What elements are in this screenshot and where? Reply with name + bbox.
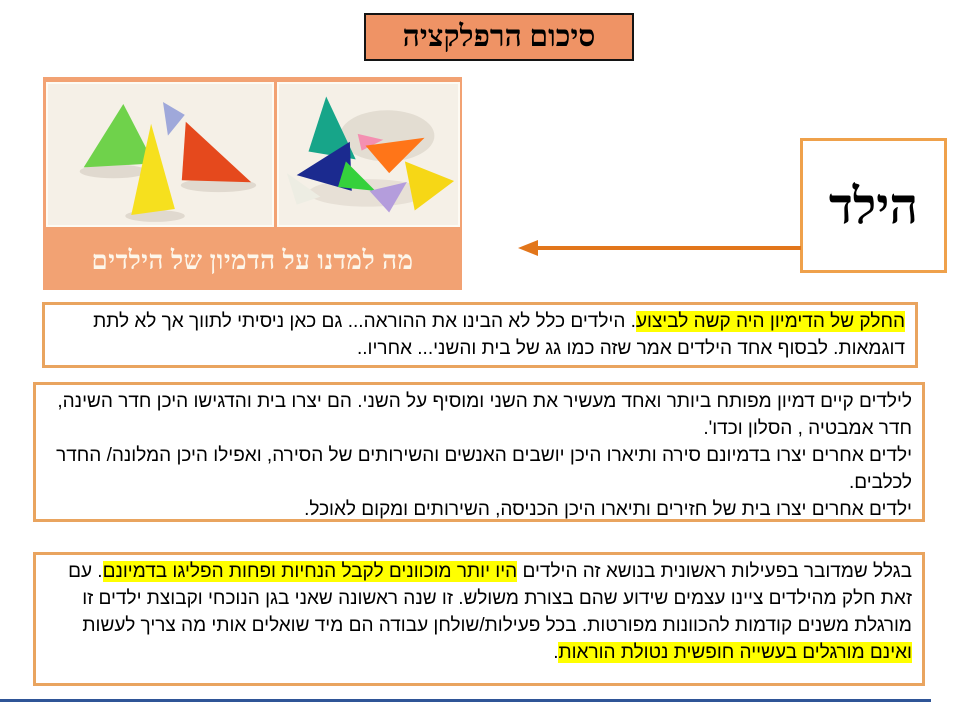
bottom-divider-line	[0, 699, 931, 702]
reflection-box-2: לילדים קיים דמיון מפותח ביותר ואחד מעשיר את השני ומוסיף על השני. הם יצרו בית והדגישו היכן חדר השינה, חדר אמבטיה , הסלון וכדו'. ילדים אחרים יצרו בדמיונם סירה ותיארו היכן יושבים האנשים והשירותים של הסירה, ואפילו היכן המלונה/ החדר לכלבים. ילדים אחרים יצרו בית של חזירים ותיארו היכן הכניסה, השירותים ומקום לאוכל.	[33, 382, 925, 522]
images-caption: מה למדנו על הדמיון של הילדים	[91, 245, 414, 275]
reflection-box-3: בגלל שמדובר בפעילות ראשונית בנושא זה הילדים היו יותר מוכוונים לקבל הנחיות ופחות הפליגו בדמיונם. עם זאת חלק מהילדים ציינו עצמים שידוע שהם בצורת משולש. זו שנה ראשונה שאני בגן הנוכחי וקבוצת ילדים זו מורגלת משנים קודמות להכוונות מפורטות. בכל פעילות/שולחן עבודה הם מיד שואלים אותי מה צריך לעשות ואינם מורגלים בעשייה חופשית נטולת הוראות.	[33, 552, 925, 686]
triangles-illustration-1	[48, 84, 272, 225]
triangle-periwinkle	[163, 102, 185, 136]
triangle-red-orange	[182, 122, 251, 182]
photo-paper-triangles-standing	[46, 82, 274, 227]
photo-paper-triangles-scattered	[277, 82, 460, 227]
reflection-box-1: החלק של הדימיון היה קשה לביצוע. הילדים כלל לא הבינו את ההוראה... גם כאן ניסיתי לתווך אך לא לתת דוגמאות. לבסוף אחד הילדים אמר שזה כמו גג של בית והשני... אחריו..	[42, 302, 918, 368]
triangle-yellow-2	[405, 161, 454, 210]
slide-title	[364, 13, 634, 61]
child-label-box	[800, 138, 947, 273]
arrow-left-icon	[518, 237, 803, 259]
slide-title-text: סיכום הרפלקציה	[402, 20, 596, 53]
triangle-green	[84, 104, 154, 167]
child-label-text: הילד	[828, 177, 919, 234]
images-panel	[43, 77, 462, 290]
triangles-illustration-2	[279, 84, 458, 225]
